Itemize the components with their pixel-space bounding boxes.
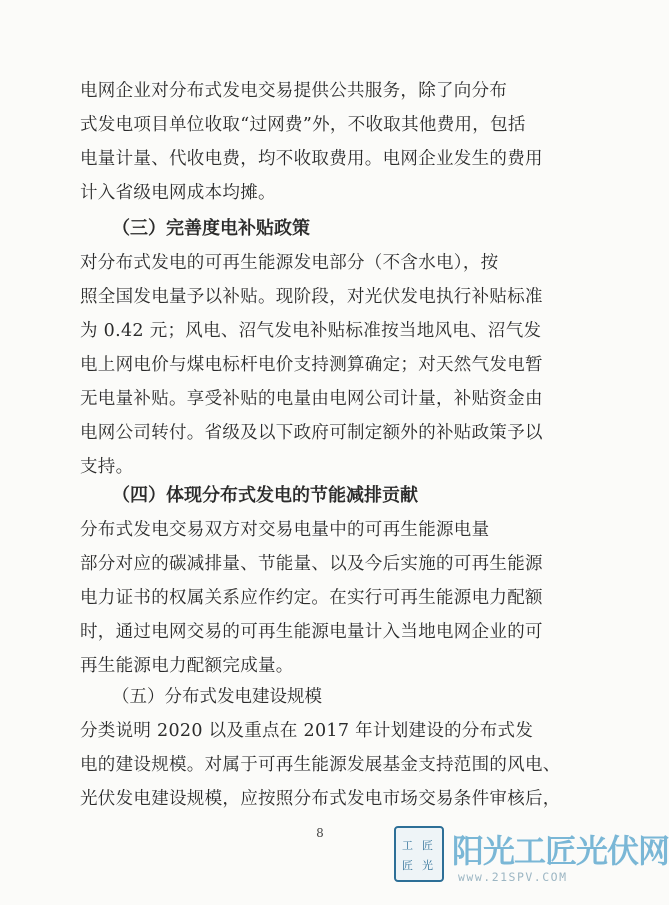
- paragraph-construction-scale: [80, 714, 560, 816]
- text-line: 无电量补贴。享受补贴的电量由电网公司计量，补贴资金由: [80, 389, 543, 409]
- text-line: 电力证书的权属关系应作约定。在实行可再生能源电力配额: [80, 588, 543, 608]
- section-heading-5: （五）分布式发电建设规模: [112, 687, 322, 707]
- text-line: 电网企业对分布式发电交易提供公共服务，除了向分布: [80, 81, 508, 101]
- logo-char: 匠: [402, 859, 413, 872]
- text-line: 电的建设规模。对属于可再生能源发展基金支持范围的风电、: [80, 755, 561, 775]
- text-line: 部分对应的碳减排量、节能量、以及今后实施的可再生能源: [80, 554, 543, 574]
- watermark-url: www.21SPV.COM: [458, 870, 568, 884]
- page-number: 8: [316, 826, 324, 840]
- paragraph-grid-fee: [80, 74, 560, 210]
- paragraph-subsidy-policy: [80, 246, 560, 484]
- logo-char: 匠: [422, 839, 433, 852]
- text-line: 为 0.42 元；风电、沼气发电补贴标准按当地风电、沼气发: [80, 321, 542, 341]
- text-line: 电上网电价与煤电标杆电价支持测算确定；对天然气发电暂: [80, 355, 543, 375]
- text-line: 式发电项目单位收取“过网费”外，不收取其他费用，包括: [80, 115, 526, 135]
- logo-char: 光: [422, 859, 433, 872]
- text-line: 光伏发电建设规模，应按照分布式发电市场交易条件审核后，: [80, 789, 561, 809]
- text-line: 照全国发电量予以补贴。现阶段，对光伏发电执行补贴标准: [80, 287, 543, 307]
- watermark-logo-icon: [394, 826, 444, 882]
- text-line: 分布式发电交易双方对交易电量中的可再生能源电量: [80, 520, 490, 540]
- text-line: 电量计量、代收电费，均不收取费用。电网企业发生的费用: [80, 149, 543, 169]
- text-line: 对分布式发电的可再生能源发电部分（不含水电），按: [80, 253, 499, 273]
- watermark-site-name: 阳光工匠光伏网: [452, 832, 669, 870]
- text-line: 再生能源电力配额完成量。: [80, 656, 294, 676]
- text-line: 支持。: [80, 457, 134, 477]
- section-heading-4: （四）体现分布式发电的节能减排贡献: [112, 485, 418, 506]
- logo-char: 工: [402, 839, 413, 852]
- paragraph-emission-reduction: [80, 513, 560, 683]
- text-line: 电网公司转付。省级及以下政府可制定额外的补贴政策予以: [80, 423, 543, 443]
- text-line: 分类说明 2020 以及重点在 2017 年计划建设的分布式发: [80, 721, 534, 741]
- text-line: 时，通过电网交易的可再生能源电量计入当地电网企业的可: [80, 622, 543, 642]
- section-heading-3: （三）完善度电补贴政策: [112, 218, 310, 239]
- text-line: 计入省级电网成本均摊。: [80, 183, 276, 203]
